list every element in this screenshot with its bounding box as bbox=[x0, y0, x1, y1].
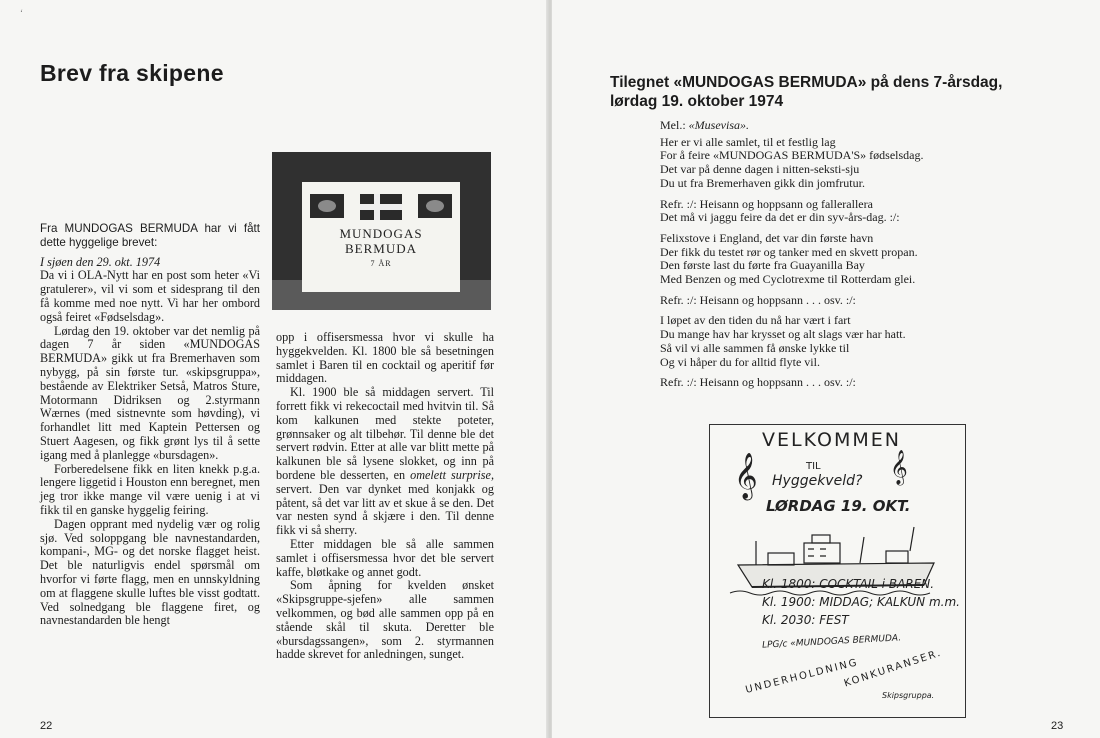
article-paragraph bbox=[276, 386, 494, 538]
verse-line: Den første last du førte fra Guayanilla Bay bbox=[660, 258, 865, 273]
banner-photo bbox=[272, 152, 491, 310]
verse-line: Det var på denne dagen i nitten-seksti-sju bbox=[660, 162, 860, 177]
verse bbox=[660, 232, 1020, 287]
verse-line: Med Benzen og med Cyclotrexme til Rotterdam glei. bbox=[660, 272, 916, 287]
verse-line: For å feire «MUNDOGAS BERMUDA'S» fødselsdag. bbox=[660, 148, 924, 163]
verse-line: Felixstove i England, det var din første havn bbox=[660, 230, 874, 245]
name-banner bbox=[302, 182, 460, 292]
song-title-line-1: Tilegnet «MUNDOGAS BERMUDA» på dens 7-årsdag, bbox=[610, 74, 1003, 91]
card-program-line: Kl. 2030: FEST bbox=[762, 613, 849, 627]
card-hyggekveld: Hyggekveld? bbox=[772, 473, 863, 489]
card-program-line: Kl. 1800: COCKTAIL i BAREN. bbox=[762, 577, 935, 591]
treble-clef-icon: 𝄞 bbox=[890, 450, 908, 485]
banner-line-2: BERMUDA bbox=[344, 241, 417, 256]
article-dateline: I sjøen den 29. okt. 1974 bbox=[40, 254, 161, 269]
banner-line-3: 7 ÅR bbox=[370, 259, 392, 268]
card-program-line: Kl. 1900: MIDDAG; KALKUN m.m. bbox=[762, 595, 960, 609]
refrain: Refr. :/: Heisann og hoppsann . . . osv. :/: bbox=[660, 292, 856, 307]
article-paragraph: Som åpning for kvelden ønsket «Skipsgruppe-sjefen» alle sammen velkommen, og bød alle sammen opp på en stående skål til skuta. Deretter ble «bursdagssangen», som 2. styrmannen hadde skrevet for anledningen, sunget. bbox=[276, 578, 494, 662]
card-ship-name: LPG/c «MUNDOGAS BERMUDA. bbox=[761, 633, 902, 651]
verse-line: Her er vi alle samlet, til et festlig lag bbox=[660, 134, 836, 149]
right-page bbox=[552, 0, 1100, 738]
refrain bbox=[660, 198, 1020, 225]
song-title-line-2: lørdag 19. oktober 1974 bbox=[610, 93, 784, 110]
card-arc-text: KONKURANSER. bbox=[842, 647, 944, 690]
page-number: 23 bbox=[1051, 720, 1064, 732]
article-paragraph: Dagen opprant med nydelig vær og rolig sjø. Ved soloppgang ble navnestandarden, kompani-, MG- og det norske flagget heist. Det ble naturligvis endel spørsmål om hvorfor vi førte flagg, men en unnskyldning om at flaggene skulle luftes ble visst godtatt. Ved solnedgang ble flaggene firet, og navnestandarden ble hengt bbox=[40, 516, 260, 628]
verse-line: Du mange hav har krysset og alt slags vær har hatt. bbox=[660, 327, 906, 342]
refrain-line: Refr. :/: Heisann og hoppsann og fallerallera bbox=[660, 196, 873, 211]
verse-line: Der fikk du testet rør og tanker med en skvett propan. bbox=[660, 244, 918, 259]
verse-line: I løpet av den tiden du nå har vært i fart bbox=[660, 313, 851, 328]
dessert-name: omelett surprise, bbox=[410, 467, 494, 482]
verse bbox=[660, 136, 1020, 191]
verse bbox=[660, 314, 1020, 369]
paragraph-text: Kl. 1900 ble så middagen servert. Til forrett fikk vi rekecoctail med hvitvin til. Så kom kalkunen med stekte poteter, grønnsaker og alt tilbehør. Til denne ble det servert rødvin. Etter at alle var blitt mette på kalkunen ble så lysene slokket, og inn på bordene ble desserten, en bbox=[276, 385, 494, 482]
card-date: LØRDAG 19. OKT. bbox=[766, 497, 911, 515]
verse-line: Du ut fra Bremerhaven gikk din jomfrutur. bbox=[660, 175, 865, 190]
refrain: Refr. :/: Heisann og hoppsann . . . osv. :/: bbox=[660, 375, 856, 390]
treble-clef-icon: 𝄞 bbox=[734, 453, 758, 499]
invitation-card bbox=[709, 424, 966, 718]
verse-line: Så vil vi alle sammen få ønske lykke til bbox=[660, 340, 850, 355]
page-heading: Brev fra skipene bbox=[40, 60, 224, 86]
banner-text bbox=[302, 226, 460, 271]
banner-line-1: MUNDOGAS bbox=[339, 226, 423, 241]
card-til: TIL bbox=[806, 461, 821, 472]
corner-mark: ‘ bbox=[20, 8, 23, 18]
article-paragraph: Etter middagen ble så alle sammen samlet i offisersmessa hvor det ble servert kaffe, bløtkake og annet godt. bbox=[276, 536, 494, 579]
article-paragraph: Lørdag den 19. oktober var det nemlig på dagen 7 år siden «MUNDOGAS BERMUDA» gikk ut fra Bremerhaven som nybygg, på sin første tur. «skipsgruppa», bestående av Elektriker Setså, Matros Sture, Motormann Didriksen og 2.styrmann Wærnes (med sistnevnte som høvding), vi forhandlet litt med Kaptein Pettersen og Stuert Aagesen, og fikk grønt lys til å sette igang med å planlegge «bursdagen». bbox=[40, 323, 260, 462]
melody-prefix: Mel.: bbox=[660, 118, 689, 132]
melody-line bbox=[660, 119, 1020, 133]
article-column-1 bbox=[40, 222, 260, 628]
card-arc-text: UNDERHOLDNING bbox=[744, 657, 860, 696]
card-signature: Skipsgruppa. bbox=[882, 691, 935, 700]
verse-line: Og vi håper du for alltid flyte vil. bbox=[660, 354, 820, 369]
article-paragraph: Da vi i OLA-Nytt har en post som heter «Vi gratulerer», vil vi som et sidesprang til den få komme med noe nytt. Vi har her ombord også feiret «Fødselsdag». bbox=[40, 268, 260, 324]
song-lyrics bbox=[660, 119, 1020, 397]
flags-icon bbox=[302, 188, 460, 228]
left-page bbox=[0, 0, 548, 738]
song-title bbox=[610, 73, 1002, 111]
article-column-2 bbox=[276, 331, 494, 662]
card-welcome: VELKOMMEN bbox=[762, 429, 901, 451]
melody-name: «Musevisa». bbox=[688, 118, 749, 132]
refrain-line: Det må vi jaggu feire da det er din syv-års-dag. :/: bbox=[660, 210, 900, 225]
article-paragraph: Forberedelsene fikk en liten knekk p.g.a. lengere liggetid i Houston enn beregnet, men jeg tror ikke mange vil være uenig i at vi fikk til en ganske hyggelig feiring. bbox=[40, 461, 260, 517]
article-intro: Fra MUNDOGAS BERMUDA har vi fått dette hyggelige brevet: bbox=[40, 222, 260, 249]
article-paragraph: opp i offisersmessa hvor vi skulle ha hyggekvelden. Kl. 1800 ble så besetningen samlet i Baren til en cocktail og aperitif før middagen. bbox=[276, 330, 494, 386]
paragraph-text: servert. Den var dynket med konjakk og påtent, så det var litt av et skue å se den. Det var nesten synd å skjære i den. Til denne fikk vi så sherry. bbox=[276, 481, 494, 538]
page-number: 22 bbox=[40, 720, 53, 732]
